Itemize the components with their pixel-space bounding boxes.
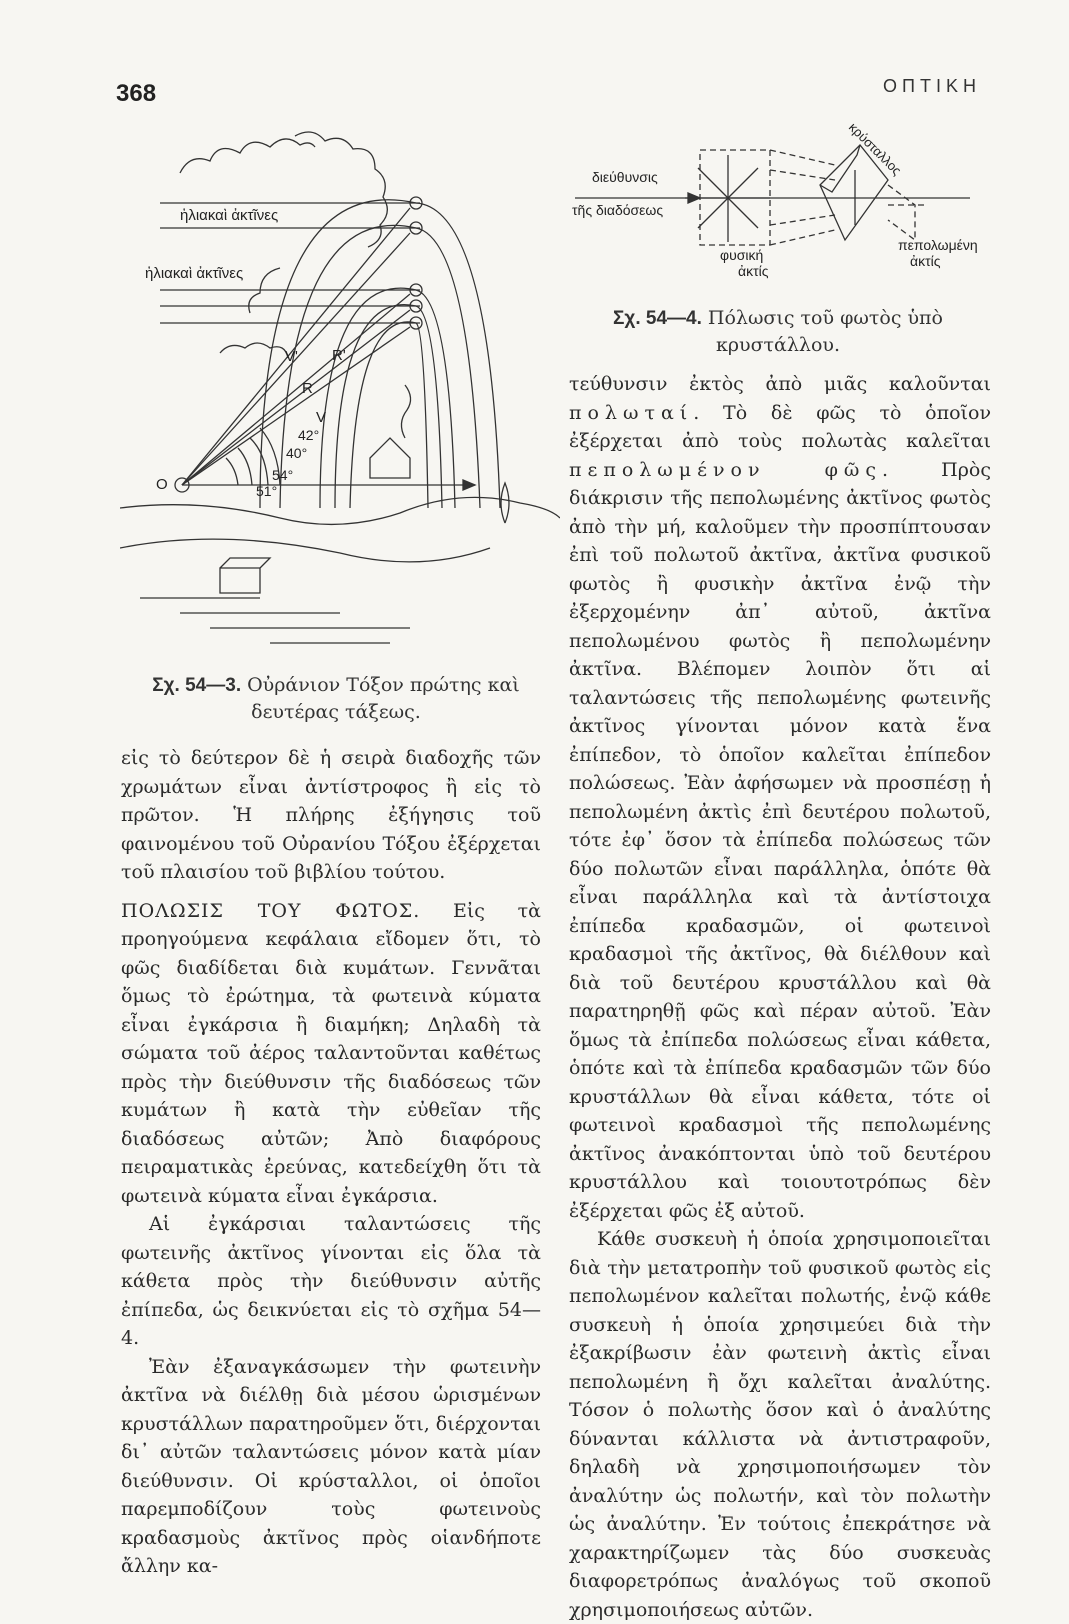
label-r-prime: R' xyxy=(332,347,346,364)
label-v-prime: V' xyxy=(285,348,298,365)
polarization-diagram xyxy=(570,110,990,300)
sun-rays-label-2: ἡλιακαὶ ἀκτῖνες xyxy=(145,265,244,282)
page-number: 368 xyxy=(116,80,157,107)
right-column xyxy=(569,370,991,1624)
hill xyxy=(120,497,560,524)
cloud-right xyxy=(295,132,387,247)
term-polarizers: πολωταί xyxy=(569,401,694,424)
figure1-caption xyxy=(122,672,550,725)
direction-label-2: τῆς διαδόσεως xyxy=(572,202,664,218)
angle-54-label: 54° xyxy=(272,467,294,483)
direction-label-1: διεύθυνσις xyxy=(592,169,658,185)
section-heading: ΠΟΛΩΣΙΣ ΤΟΥ ΦΩΤΟΣ. xyxy=(121,899,421,922)
right-p1-start: τεύθυνσιν ἐκτὸς ἀπὸ μιᾶς καλοῦνται xyxy=(569,373,991,395)
polarization-figure xyxy=(570,110,990,300)
label-v: V xyxy=(316,409,327,426)
label-r: R xyxy=(302,380,313,397)
rainbow-diagram xyxy=(120,128,560,673)
right-paragraph-2: Κάθε συσκευὴ ἡ ὁποία χρησιμοποιεῖται διὰ τὴν μετατροπὴν τοῦ φυσικοῦ φωτὸς εἰς πεπολωμένον καλεῖται πολωτής, ἐνῷ κάθε συσκευὴ ἡ ὁποία χρησιμεύει διὰ τὴν ἐξακρίβωσιν ἐὰν φωτεινὴ ἀκτὶς εἶναι πεπολωμένη ἢ ὄχι καλεῖται ἀναλύτης. Τόσον ὁ πολωτὴς ὅσον καὶ ὁ ἀναλύτης δύνανται κάλλιστα νὰ ἀντιστραφοῦν, δηλαδὴ νὰ χρησιμοποιήσωμεν τὸν ἀναλύτην ὡς πολωτήν, καὶ τὸν πολωτὴν ὡς ἀναλύτην. Ἐν τούτοις ἐπεκράτησε νὰ χαρακτηρίζωμεν τὰς δύο συσκευὰς διαφορετρόπως ἀναλόγως τοῦ σκοποῦ χρησιμοποιήσεως αὐτῶν. xyxy=(569,1228,991,1621)
figure2-caption-label: Σχ. 54—4. xyxy=(613,308,702,329)
arrowhead xyxy=(463,480,475,490)
cloud-small xyxy=(220,343,288,358)
natural-ray-label-1: φυσική xyxy=(720,247,764,263)
right-p1-mid: . Τὸ δὲ φῶς τὸ ὁποῖον ἐξέρχεται ἀπὸ τοὺς πολωτὰς καλεῖται xyxy=(569,401,991,452)
polarized-ray-label-2: ἀκτίς xyxy=(910,253,941,269)
label-o: O xyxy=(156,476,168,493)
crystal-label: κρύσταλλος xyxy=(845,119,905,179)
hill xyxy=(120,539,490,562)
figure1-caption-label: Σχ. 54—3. xyxy=(152,675,242,696)
rainbow-arc xyxy=(320,288,455,508)
angle-40-label: 40° xyxy=(286,445,308,461)
right-p1-end: . Πρὸς διάκρισιν τῆς πεπολωμένης ἀκτῖνος φωτὸς ἀπὸ τὴν μή, καλοῦμεν τὴν προσπίπτουσαν ἐπὶ τοῦ πολωτοῦ ἀκτῖνα, ἀκτῖνα φυσικοῦ φωτὸς ἢ φυσικὴν ἀκτῖνα ἐνῷ τὴν ἐξερχομένην ἀπ᾽ αὐτοῦ, ἀκτῖνα πεπολωμένου φωτὸς ἢ πεπολωμένην ἀκτῖνα. Βλέπομεν λοιπὸν ὅτι αἱ ταλαντώσεις τῆς πεπολωμένης φωτεινῆς ἀκτῖνος γίνονται μόνον κατὰ ἕνα ἐπίπεδον, τὸ ὁποῖον καλεῖται ἐπίπεδον πολώσεως. Ἐὰν ἀφήσωμεν νὰ προσπέσῃ ἡ πεπολωμένη ἀκτὶς ἐπὶ δευτέρου πολωτοῦ, τότε ἐφ᾽ ὅσον τὰ ἐπίπεδα πολώσεως τῶν δύο πολωτῶν εἶναι παράλληλα, ὁπότε θὰ εἶναι παράλληλα καὶ τὰ ἀντίστοιχα ἐπίπεδα κραδασμῶν, οἱ φωτεινοὶ κραδασμοὶ τῆς ἀκτῖνος, θὰ διέλθουν καὶ διὰ τοῦ δευτέρου κρυστάλλου καὶ θὰ παρατηρηθῇ φῶς καὶ πέραν αὐτοῦ. Ἐὰν ὅμως τὰ ἐπίπεδα πολώσεως εἶναι κάθετα, ὁπότε καὶ τὰ ἐπίπεδα κραδασμῶν τῶν δύο κρυστάλλων θὰ εἶναι κάθετα, τότε οἱ φωτεινοὶ κραδασμοὶ τῆς πεπολωμένης ἀκτῖνος ἀνακόπτονται ὑπὸ τοῦ δευτέρου κρυστάλλου καὶ τοιουτοτρόπως δὲν ἐξέρχεται φῶς ἐξ αὐτοῦ. xyxy=(569,458,991,1222)
left-paragraph-4: Ἐὰν ἐξαναγκάσωμεν τὴν φωτεινὴν ἀκτῖνα νὰ διέλθῃ διὰ μέσου ὡρισμένων κρυστάλλων παρατηροῦμεν ὅτι, διέρχονται δι᾽ αὐτῶν ταλαντώσεις μόνον κατὰ μίαν διεύθυνσιν. Οἱ κρύσταλλοι, οἱ ὁποῖοι παρεμποδίζουν τοὺς φωτεινοὺς κραδασμοὺς ἀκτῖνος πρὸς οἱανδήποτε ἄλλην κα- xyxy=(121,1355,541,1577)
natural-ray-label-2: ἀκτίς xyxy=(738,263,769,279)
house xyxy=(370,438,410,478)
rainbow-arc xyxy=(280,225,480,508)
figure1-caption-text: Οὐράνιον Τόξον πρώτης καὶ δευτέρας τάξεως. xyxy=(247,674,520,723)
left-paragraph-2 xyxy=(121,897,541,1211)
left-paragraph-1: εἰς τὸ δεύτερον δὲ ἡ σειρὰ διαδοχῆς τῶν χρωμάτων εἶναι ἀντίστροφος ἢ εἰς τὸ πρῶτον. Ἡ πλήρης ἐξήγησις τοῦ φαινομένου τοῦ Οὐρανίου Τόξου ἐξέρχεται τοῦ πλαισίου τοῦ βιβλίου τούτου. xyxy=(121,747,541,883)
rainbow-arc xyxy=(350,322,428,508)
polarized-ray-label-1: πεπολωμένη xyxy=(898,237,978,253)
term-polarized-light: πεπολωμένον φῶς xyxy=(569,458,883,481)
tree xyxy=(501,483,509,523)
cloud-top xyxy=(180,139,315,173)
running-title: ΟΠΤΙΚΗ xyxy=(882,76,981,96)
figure2-caption-text: Πόλωσις τοῦ φωτὸς ὑπὸ κρυστάλλου. xyxy=(707,307,943,356)
figure2-caption xyxy=(566,305,990,358)
sun-rays-label-1: ἡλιακαὶ ἀκτῖνες xyxy=(180,207,279,224)
left-column xyxy=(121,744,541,1581)
water-line xyxy=(140,598,410,643)
angle-arc xyxy=(250,438,268,485)
polarized-frame xyxy=(888,185,915,240)
left-paragraph-3: Αἱ ἐγκάρσιαι ταλαντώσεις τῆς φωτεινῆς ἀκτῖνος γίνονται εἰς ὅλα τὰ κάθετα πρὸς τὴν διεύθυνσιν αὐτῆς ἐπίπεδα, ὡς δεικνύεται εἰς τὸ σχῆμα 54—4. xyxy=(121,1213,541,1349)
rainbow-figure xyxy=(120,128,560,673)
angle-arc xyxy=(238,448,252,485)
right-paragraph-1 xyxy=(569,370,991,1225)
crystal-face xyxy=(820,145,860,192)
angle-arc xyxy=(226,458,238,485)
smoke xyxy=(401,385,410,438)
angle-42-label: 42° xyxy=(298,427,320,443)
hut xyxy=(220,558,270,593)
section-text: Εἰς τὰ προηγούμενα κεφάλαια εἴδομεν ὅτι, τὸ φῶς διαδίδεται διὰ κυμάτων. Γεννᾶται ὅμως τὸ ἐρώτημα, τὰ φωτεινὰ κύματα εἶναι ἐγκάρσια ἢ διαμήκη; Δηλαδὴ τὰ σώματα τοῦ ἀέρος ταλαντοῦνται καθέτως πρὸς τὴν διεύθυνσιν τῆς διαδόσεως τῶν κυμάτων ἢ κατὰ τὴν εὐθεῖαν τῆς διαδόσεως αὐτῶν; Ἀπὸ διαφόρους πειραματικὰς ἐρεύνας, κατεδείχθη ὅτι τὰ φωτεινὰ κύματα εἶναι ἐγκάρσια. xyxy=(121,899,541,1207)
angle-51-label: 51° xyxy=(256,483,278,499)
